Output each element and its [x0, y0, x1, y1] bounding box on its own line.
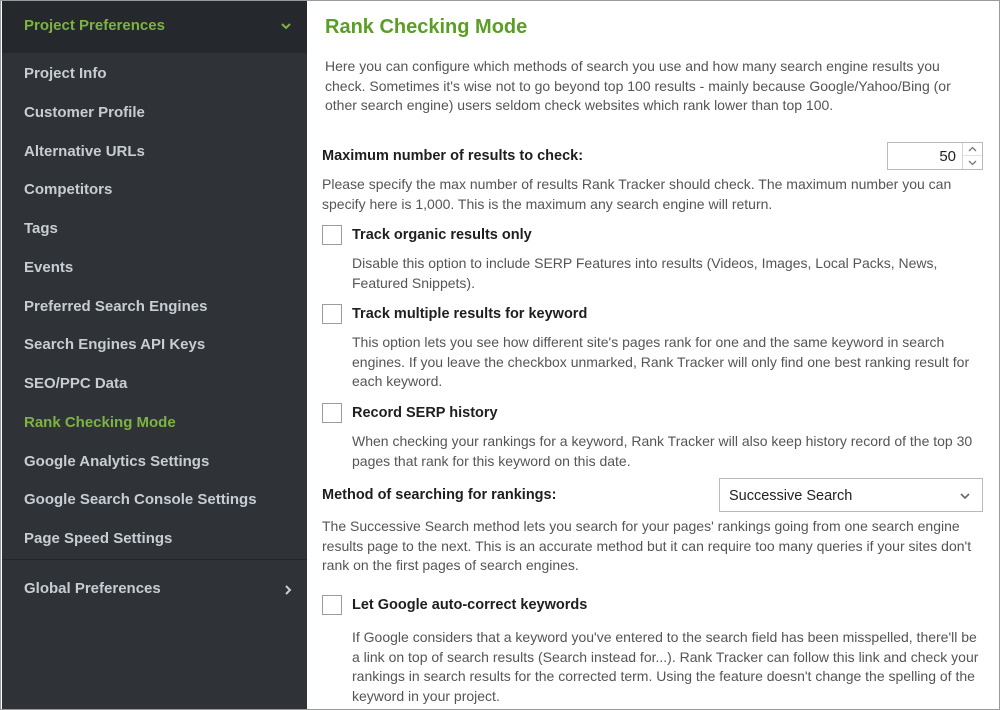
sidebar-item-events[interactable]: Events	[24, 259, 74, 276]
search-method-description: The Successive Search method lets you search for your pages' rankings going from one search engine results page to the next. This is an accurate method but it can require too many queries if your sites don't rank on the first pages of search engines.	[322, 518, 972, 573]
page-title: Rank Checking Mode	[325, 16, 528, 38]
sidebar-item-seo-ppc-data[interactable]: SEO/PPC Data	[24, 375, 128, 392]
chevron-down-icon	[960, 492, 970, 500]
search-method-selected: Successive Search	[729, 488, 853, 504]
track-multiple-description: This option lets you see how different site's pages rank for one and the same keyword in search engines. If you leave the checkbox unmarked, Rank Tracker will only find one best ranking result for each keyword.	[352, 334, 970, 389]
track-multiple-label[interactable]: Track multiple results for keyword	[352, 306, 588, 322]
track-multiple-checkbox[interactable]	[322, 304, 342, 324]
sidebar-item-google-analytics-settings[interactable]: Google Analytics Settings	[24, 453, 210, 470]
sidebar-item-page-speed-settings[interactable]: Page Speed Settings	[24, 530, 173, 547]
autocorrect-description: If Google considers that a keyword you've entered to the search field has been misspelled, there'll be a link on top of search results (Search instead for...). Rank Tracker can follow this link and check your rankings in search results for the corrected term. Using the feature doesn't change the spelling of the keyword in your project.	[352, 629, 979, 704]
search-method-select[interactable]	[719, 478, 983, 512]
intro-text: Here you can configure which methods of search you use and how many search engine results you check. Sometimes it's wise not to go beyond top 100 results - mainly because Google/Yahoo/Bing (or other search engine) users seldom check websites which rank lower than top 100.	[325, 58, 951, 113]
max-results-description: Please specify the max number of results Rank Tracker should check. The maximum number you can specify here is 1,000. This is the maximum any search engine will return.	[322, 176, 952, 212]
autocorrect-checkbox[interactable]	[322, 595, 342, 615]
sidebar-item-rank-checking-mode[interactable]: Rank Checking Mode	[24, 414, 176, 431]
autocorrect-label[interactable]: Let Google auto-correct keywords	[352, 597, 588, 613]
serp-history-label[interactable]: Record SERP history	[352, 405, 498, 421]
sidebar-divider	[2, 559, 307, 560]
track-organic-checkbox[interactable]	[322, 225, 342, 245]
track-organic-label[interactable]: Track organic results only	[352, 227, 532, 243]
sidebar-item-search-engines-api-keys[interactable]: Search Engines API Keys	[24, 336, 206, 353]
max-results-value[interactable]: 50	[939, 148, 956, 165]
serp-history-checkbox[interactable]	[322, 403, 342, 423]
stepper-down-button[interactable]	[963, 156, 982, 169]
search-method-label: Method of searching for rankings:	[322, 487, 557, 503]
chevron-down-icon	[280, 21, 292, 31]
sidebar-item-google-search-console-settings[interactable]: Google Search Console Settings	[24, 491, 257, 508]
max-results-label: Maximum number of results to check:	[322, 148, 584, 164]
sidebar-header-label: Project Preferences	[24, 17, 165, 34]
stepper-up-button[interactable]	[963, 143, 982, 156]
max-results-stepper[interactable]	[887, 142, 983, 170]
main-panel	[307, 1, 1000, 710]
sidebar-item-preferred-search-engines[interactable]: Preferred Search Engines	[24, 298, 208, 315]
chevron-right-icon	[284, 584, 292, 596]
sidebar-item-tags[interactable]: Tags	[24, 220, 58, 237]
stepper-arrows	[962, 143, 982, 169]
sidebar-item-global-preferences[interactable]: Global Preferences	[24, 580, 161, 597]
serp-history-description: When checking your rankings for a keyword, Rank Tracker will also keep history record of the top 30 pages that rank for this keyword on this date.	[352, 433, 973, 469]
track-organic-description: Disable this option to include SERP Features into results (Videos, Images, Local Packs, News, Featured Snippets).	[352, 255, 938, 291]
sidebar-item-customer-profile[interactable]: Customer Profile	[24, 104, 145, 121]
arrow-up-icon	[968, 146, 977, 152]
sidebar-header-project-preferences[interactable]	[2, 1, 307, 53]
sidebar-item-alternative-urls[interactable]: Alternative URLs	[24, 143, 145, 160]
arrow-down-icon	[968, 160, 977, 166]
sidebar	[2, 1, 307, 710]
sidebar-item-project-info[interactable]: Project Info	[24, 65, 107, 82]
sidebar-item-competitors[interactable]: Competitors	[24, 181, 113, 198]
